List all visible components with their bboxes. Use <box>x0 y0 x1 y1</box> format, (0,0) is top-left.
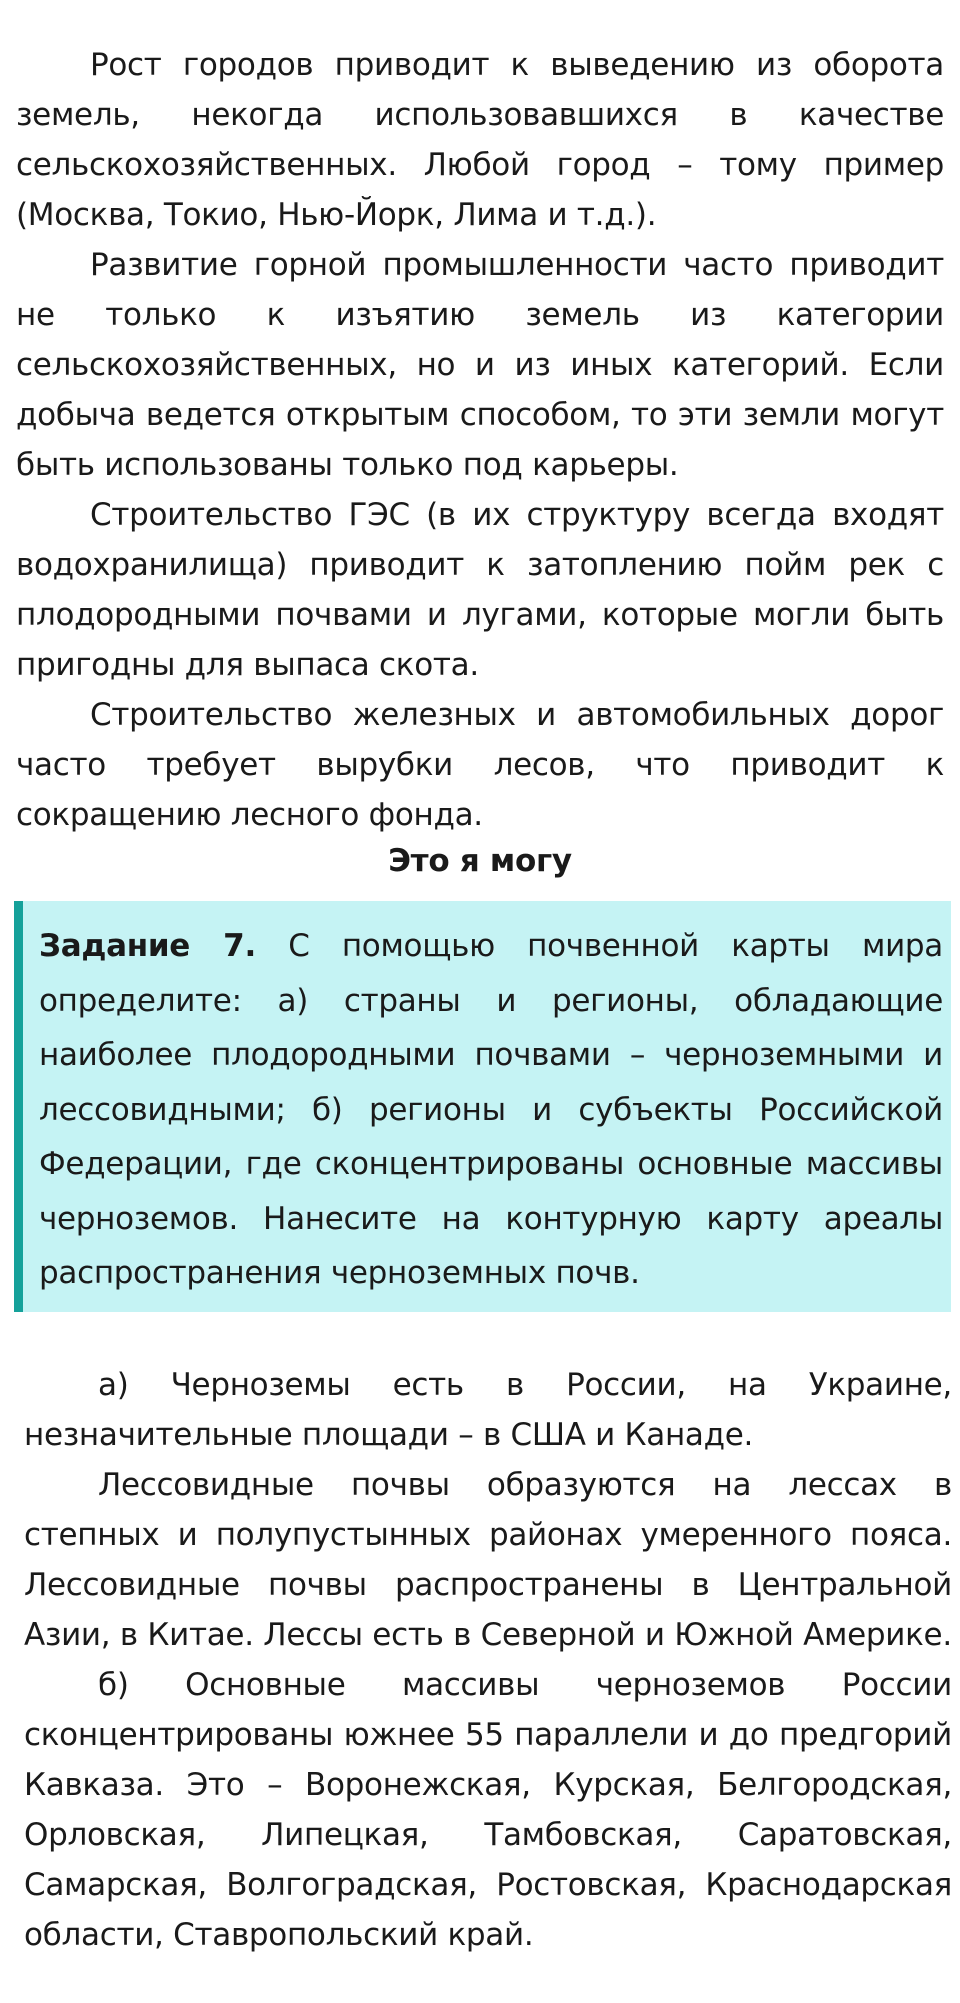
answer-paragraph-b: б) Основные массивы черноземов России сконцентрированы южнее 55 параллели и до предгорий Кавказа. Это – Воронежская, Курская, Белгородская, Орловская, Липецкая, Тамбовская, Саратовская, Самарская, Волгоградская, Ростовская, Краснодарская области, Ставропольский край. <box>24 1667 952 1953</box>
task-text <box>39 919 943 1301</box>
paragraph-city-growth: Рост городов приводит к выведению из оборота земель, некогда использовавшихся в качестве сельскохозяйственных. Любой город – тому пример (Москва, Токио, Нью-Йорк, Лима и т.д.). <box>16 47 944 233</box>
paragraph-roads: Строительство железных и автомобильных дорог часто требует вырубки лесов, что приводит к сокращению лесного фонда. <box>16 697 944 833</box>
task-label: Задание 7. <box>39 928 256 964</box>
answer-paragraph-loess: Лессовидные почвы образуются на лессах в степных и полупустынных районах умеренного пояса. Лессовидные почвы распространены в Центральной Азии, в Китае. Лессы есть в Северной и Южной Америке. <box>24 1467 952 1653</box>
paragraph-hydro-power: Строительство ГЭС (в их структуру всегда входят водохранилища) приводит к затоплению пойм рек с плодородными почвами и лугами, которые могли быть пригодны для выпаса скота. <box>16 497 944 683</box>
answer-paragraph-a: а) Черноземы есть в России, на Украине, незначительные площади – в США и Канаде. <box>24 1367 952 1453</box>
answer-text-block <box>24 1360 952 1960</box>
paragraph-mining: Развитие горной промышленности часто приводит не только к изъятию земель из категории сельскохозяйственных, но и из иных категорий. Если добыча ведется открытым способом, то эти земли могут быть использованы только под карьеры. <box>16 247 944 483</box>
section-heading: Это я могу <box>388 843 572 879</box>
task-body: С помощью почвенной карты мира определите: а) страны и регионы, обладающие наиболее плодородными почвами – черноземными и лессовидными; б) регионы и субъекты Российской Федерации, где сконцентрированы основные массивы черноземов. Нанесите на контурную карту ареалы распространения черноземных почв. <box>39 928 944 1291</box>
intro-text-block <box>16 40 944 840</box>
task-box <box>14 901 951 1312</box>
